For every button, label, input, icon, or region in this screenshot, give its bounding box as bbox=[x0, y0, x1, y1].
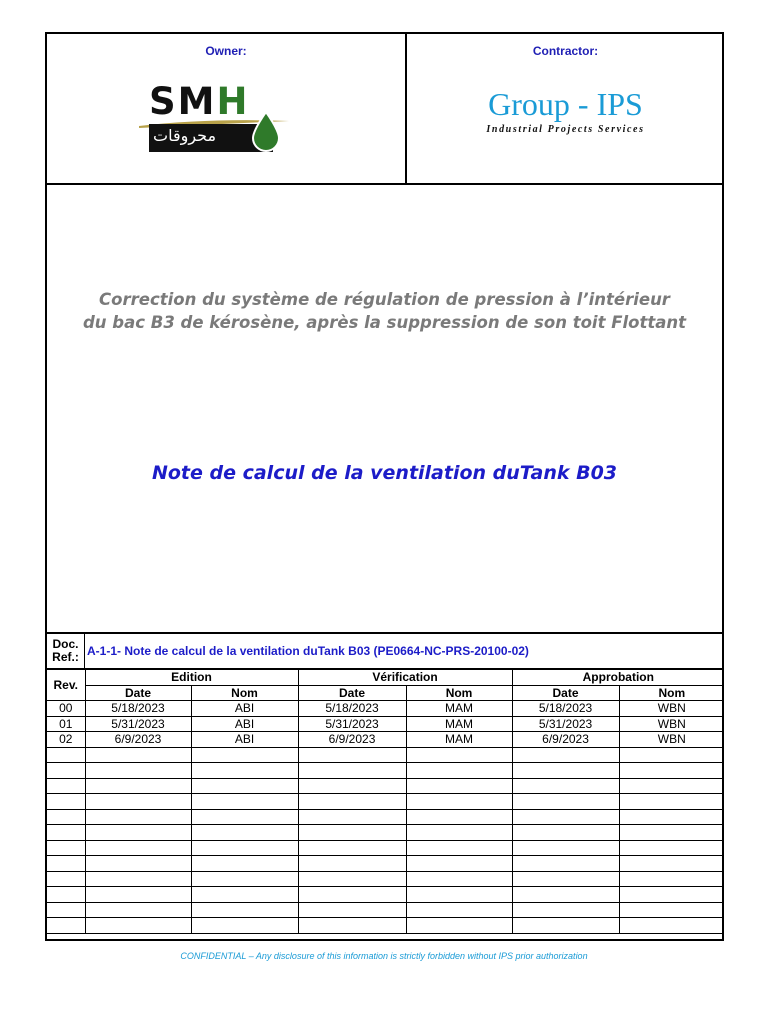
subheader-nom: Nom bbox=[191, 685, 298, 701]
empty-cell bbox=[512, 809, 619, 825]
revision-group-header-row bbox=[47, 670, 724, 685]
owner-label: Owner: bbox=[205, 44, 247, 58]
empty-cell bbox=[191, 902, 298, 918]
empty-cell bbox=[191, 918, 298, 934]
empty-cell bbox=[47, 747, 85, 763]
empty-cell bbox=[47, 825, 85, 841]
empty-cell bbox=[619, 902, 724, 918]
revision-cell: WBN bbox=[619, 701, 724, 717]
empty-cell bbox=[406, 794, 512, 810]
subject-line-2: du bac B3 de kérosène, après la suppression de son toit Flottant bbox=[82, 313, 687, 332]
empty-cell bbox=[298, 809, 406, 825]
empty-cell bbox=[512, 763, 619, 779]
empty-cell bbox=[406, 918, 512, 934]
revision-cell: WBN bbox=[619, 716, 724, 732]
empty-cell bbox=[512, 840, 619, 856]
oil-drop-icon bbox=[249, 110, 283, 152]
empty-cell bbox=[298, 763, 406, 779]
revision-cell: 5/31/2023 bbox=[298, 716, 406, 732]
empty-cell bbox=[191, 856, 298, 872]
empty-cell bbox=[298, 825, 406, 841]
empty-cell bbox=[406, 763, 512, 779]
rev-header: Rev. bbox=[47, 670, 85, 701]
empty-revision-row bbox=[47, 747, 724, 763]
empty-cell bbox=[406, 825, 512, 841]
empty-cell bbox=[298, 840, 406, 856]
empty-cell bbox=[47, 794, 85, 810]
subheader-date: Date bbox=[512, 685, 619, 701]
empty-cell bbox=[619, 763, 724, 779]
empty-cell bbox=[512, 856, 619, 872]
empty-cell bbox=[47, 887, 85, 903]
revision-table bbox=[47, 670, 724, 934]
empty-cell bbox=[406, 778, 512, 794]
empty-cell bbox=[298, 856, 406, 872]
empty-cell bbox=[619, 871, 724, 887]
empty-cell bbox=[47, 840, 85, 856]
revision-cell: MAM bbox=[406, 716, 512, 732]
ips-logo-subtitle: Industrial Projects Services bbox=[486, 124, 645, 135]
doc-ref-label: Doc. Ref.: bbox=[47, 634, 85, 668]
subheader-date: Date bbox=[298, 685, 406, 701]
empty-revision-row bbox=[47, 856, 724, 872]
empty-cell bbox=[406, 840, 512, 856]
empty-cell bbox=[298, 902, 406, 918]
empty-cell bbox=[191, 794, 298, 810]
revision-cell: 02 bbox=[47, 732, 85, 748]
subheader-date: Date bbox=[85, 685, 191, 701]
empty-cell bbox=[298, 794, 406, 810]
empty-cell bbox=[619, 778, 724, 794]
smh-logo bbox=[139, 80, 307, 154]
empty-cell bbox=[298, 887, 406, 903]
empty-cell bbox=[85, 871, 191, 887]
confidential-notice: CONFIDENTIAL – Any disclosure of this information is strictly forbidden without IPS prior authorization bbox=[180, 951, 588, 961]
revision-cell: WBN bbox=[619, 732, 724, 748]
empty-revision-row bbox=[47, 809, 724, 825]
revision-cell: 00 bbox=[47, 701, 85, 717]
revision-row bbox=[47, 716, 724, 732]
empty-cell bbox=[512, 887, 619, 903]
empty-revision-row bbox=[47, 918, 724, 934]
empty-cell bbox=[512, 747, 619, 763]
empty-cell bbox=[406, 747, 512, 763]
empty-cell bbox=[512, 778, 619, 794]
empty-cell bbox=[191, 840, 298, 856]
revision-cell: 5/18/2023 bbox=[298, 701, 406, 717]
group-approbation: Approbation bbox=[512, 670, 724, 685]
empty-revision-row bbox=[47, 840, 724, 856]
revision-cell: MAM bbox=[406, 701, 512, 717]
header-block bbox=[47, 34, 722, 185]
empty-cell bbox=[85, 918, 191, 934]
revision-cell: 6/9/2023 bbox=[512, 732, 619, 748]
empty-cell bbox=[406, 871, 512, 887]
empty-cell bbox=[85, 840, 191, 856]
empty-revision-row bbox=[47, 871, 724, 887]
empty-cell bbox=[619, 918, 724, 934]
revision-cell: 6/9/2023 bbox=[298, 732, 406, 748]
revision-row bbox=[47, 701, 724, 717]
empty-cell bbox=[191, 809, 298, 825]
empty-revision-row bbox=[47, 887, 724, 903]
empty-cell bbox=[47, 856, 85, 872]
subject-line-1: Correction du système de régulation de pression à l’intérieur bbox=[99, 290, 670, 309]
empty-cell bbox=[298, 871, 406, 887]
ips-logo-title: Group - IPS bbox=[488, 86, 643, 122]
empty-cell bbox=[512, 871, 619, 887]
empty-cell bbox=[406, 902, 512, 918]
empty-cell bbox=[512, 902, 619, 918]
empty-cell bbox=[619, 794, 724, 810]
empty-cell bbox=[191, 747, 298, 763]
empty-cell bbox=[619, 856, 724, 872]
empty-cell bbox=[406, 887, 512, 903]
doc-ref-value: A-1-1- Note de calcul de la ventilation duTank B03 (PE0664-NC-PRS-20100-02) bbox=[87, 644, 529, 658]
empty-cell bbox=[191, 871, 298, 887]
contractor-label: Contractor: bbox=[532, 44, 599, 58]
revision-cell: 6/9/2023 bbox=[85, 732, 191, 748]
group-edition: Edition bbox=[85, 670, 298, 685]
empty-cell bbox=[512, 794, 619, 810]
revision-cell: ABI bbox=[191, 732, 298, 748]
empty-cell bbox=[47, 918, 85, 934]
empty-cell bbox=[47, 763, 85, 779]
empty-cell bbox=[85, 887, 191, 903]
empty-cell bbox=[85, 778, 191, 794]
empty-cell bbox=[298, 778, 406, 794]
empty-cell bbox=[191, 887, 298, 903]
empty-revision-row bbox=[47, 794, 724, 810]
empty-cell bbox=[619, 809, 724, 825]
revision-cell: 5/31/2023 bbox=[85, 716, 191, 732]
empty-revision-row bbox=[47, 778, 724, 794]
empty-cell bbox=[47, 778, 85, 794]
revision-cell: 5/18/2023 bbox=[512, 701, 619, 717]
empty-cell bbox=[619, 747, 724, 763]
empty-cell bbox=[298, 918, 406, 934]
revision-cell: 01 bbox=[47, 716, 85, 732]
revision-subheader-row bbox=[47, 685, 724, 701]
logo-text: SMH bbox=[149, 80, 250, 123]
empty-cell bbox=[512, 825, 619, 841]
empty-cell bbox=[619, 825, 724, 841]
empty-cell bbox=[191, 778, 298, 794]
subject-text bbox=[47, 288, 722, 334]
cover-sheet-frame bbox=[45, 32, 724, 941]
empty-revision-row bbox=[47, 902, 724, 918]
empty-cell bbox=[47, 809, 85, 825]
revision-row bbox=[47, 732, 724, 748]
empty-revision-row bbox=[47, 763, 724, 779]
empty-cell bbox=[47, 871, 85, 887]
empty-cell bbox=[298, 747, 406, 763]
empty-cell bbox=[85, 763, 191, 779]
group-verification: Vérification bbox=[298, 670, 512, 685]
empty-cell bbox=[85, 747, 191, 763]
empty-cell bbox=[191, 763, 298, 779]
empty-cell bbox=[619, 887, 724, 903]
subheader-nom: Nom bbox=[406, 685, 512, 701]
logo-arabic-text: محروقات bbox=[153, 126, 217, 145]
revision-cell: 5/18/2023 bbox=[85, 701, 191, 717]
revision-cell: 5/31/2023 bbox=[512, 716, 619, 732]
empty-cell bbox=[47, 902, 85, 918]
empty-cell bbox=[85, 856, 191, 872]
document-title: Note de calcul de la ventilation duTank B03 bbox=[151, 462, 618, 484]
revision-cell: ABI bbox=[191, 701, 298, 717]
empty-cell bbox=[512, 918, 619, 934]
revision-cell: MAM bbox=[406, 732, 512, 748]
revision-cell: ABI bbox=[191, 716, 298, 732]
empty-cell bbox=[406, 809, 512, 825]
empty-cell bbox=[85, 825, 191, 841]
subheader-nom: Nom bbox=[619, 685, 724, 701]
empty-cell bbox=[85, 794, 191, 810]
empty-cell bbox=[619, 840, 724, 856]
empty-cell bbox=[191, 825, 298, 841]
empty-cell bbox=[85, 902, 191, 918]
doc-ref-row bbox=[47, 632, 722, 670]
empty-cell bbox=[85, 809, 191, 825]
empty-cell bbox=[406, 856, 512, 872]
empty-revision-row bbox=[47, 825, 724, 841]
